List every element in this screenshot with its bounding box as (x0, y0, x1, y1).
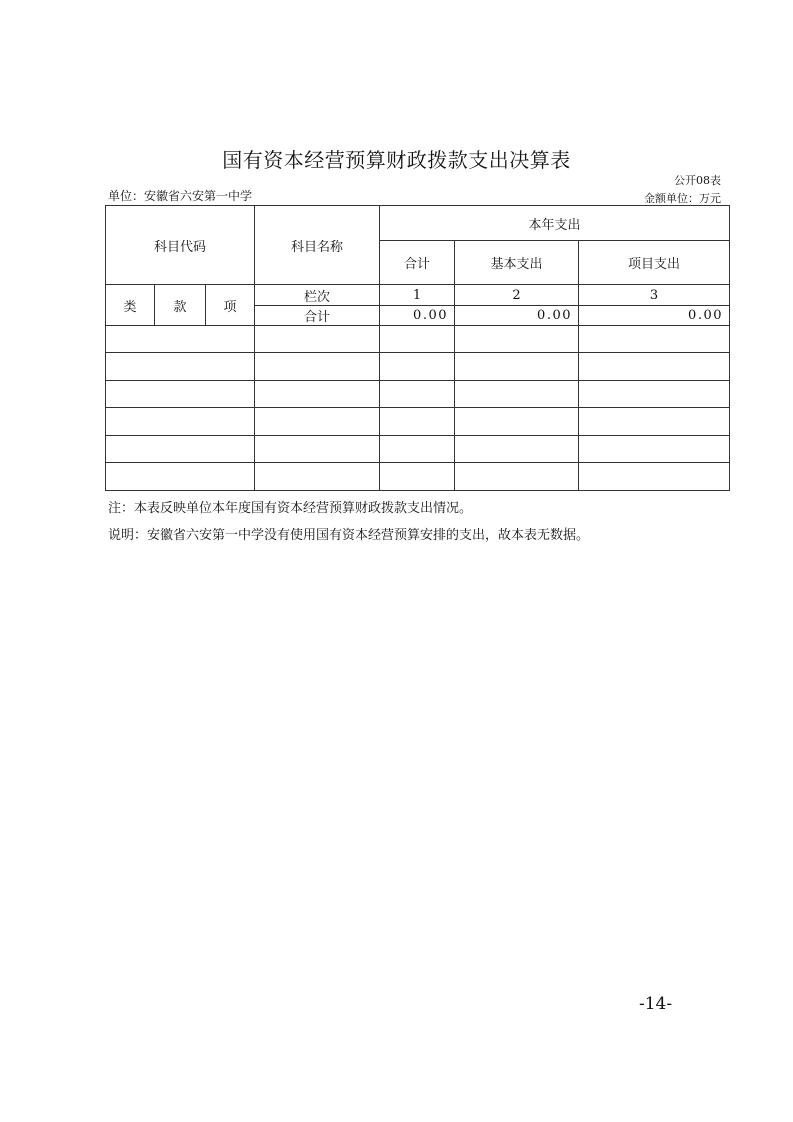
table-row (106, 326, 730, 353)
empty-cell (380, 436, 455, 463)
empty-cell (255, 436, 380, 463)
total-row-label: 合计 (255, 306, 380, 326)
class-header: 类 (106, 285, 155, 326)
total-header: 合计 (380, 241, 455, 285)
column-index-1: 1 (380, 285, 455, 306)
table-row (106, 436, 730, 463)
column-index-3: 3 (579, 285, 730, 306)
empty-cell (579, 436, 730, 463)
empty-cell (579, 353, 730, 381)
form-number: 公开08表 (674, 174, 721, 187)
section-header: 款 (155, 285, 206, 326)
table-explanation: 说明：安徽省六安第一中学没有使用国有资本经营预算安排的支出，故本表无数据。 (108, 528, 590, 543)
empty-cell (455, 463, 579, 491)
column-index-row (106, 285, 730, 306)
table-row (106, 381, 730, 408)
empty-cell (579, 463, 730, 491)
empty-cell (455, 353, 579, 381)
empty-cell (106, 408, 255, 436)
empty-cell (455, 381, 579, 408)
basic-expenditure-header: 基本支出 (455, 241, 579, 285)
page-number: -14- (639, 994, 673, 1014)
empty-cell (255, 408, 380, 436)
empty-cell (106, 381, 255, 408)
empty-cell (455, 408, 579, 436)
empty-cell (579, 408, 730, 436)
table-note: 注：本表反映单位本年度国有资本经营预算财政拨款支出情况。 (108, 501, 473, 516)
empty-cell (255, 353, 380, 381)
total-value-basic: 0.00 (455, 306, 579, 326)
empty-cell (380, 408, 455, 436)
current-year-expenditure-header: 本年支出 (380, 206, 730, 241)
table-row (106, 353, 730, 381)
column-index-2: 2 (455, 285, 579, 306)
table-row (106, 463, 730, 491)
empty-cell (455, 436, 579, 463)
empty-cell (579, 326, 730, 353)
empty-cell (380, 463, 455, 491)
empty-cell (380, 353, 455, 381)
currency-unit-label: 金额单位：万元 (644, 192, 721, 205)
page-title: 国有资本经营预算财政拨款支出决算表 (222, 148, 571, 172)
empty-cell (380, 381, 455, 408)
empty-cell (255, 463, 380, 491)
empty-cell (455, 326, 579, 353)
table-row (106, 408, 730, 436)
item-header: 项 (206, 285, 255, 326)
header-row-1 (106, 206, 730, 241)
empty-cell (255, 326, 380, 353)
project-expenditure-header: 项目支出 (579, 241, 730, 285)
expenditure-table (105, 205, 730, 491)
subject-name-header: 科目名称 (255, 206, 380, 285)
total-value-project: 0.00 (579, 306, 730, 326)
unit-label: 单位：安徽省六安第一中学 (108, 189, 253, 203)
empty-cell (106, 326, 255, 353)
column-index-label: 栏次 (255, 285, 380, 306)
empty-cell (106, 436, 255, 463)
empty-cell (255, 381, 380, 408)
empty-cell (380, 326, 455, 353)
total-value-total: 0.00 (380, 306, 455, 326)
empty-cell (106, 463, 255, 491)
subject-code-header: 科目代码 (106, 206, 255, 285)
empty-cell (106, 353, 255, 381)
empty-cell (579, 381, 730, 408)
